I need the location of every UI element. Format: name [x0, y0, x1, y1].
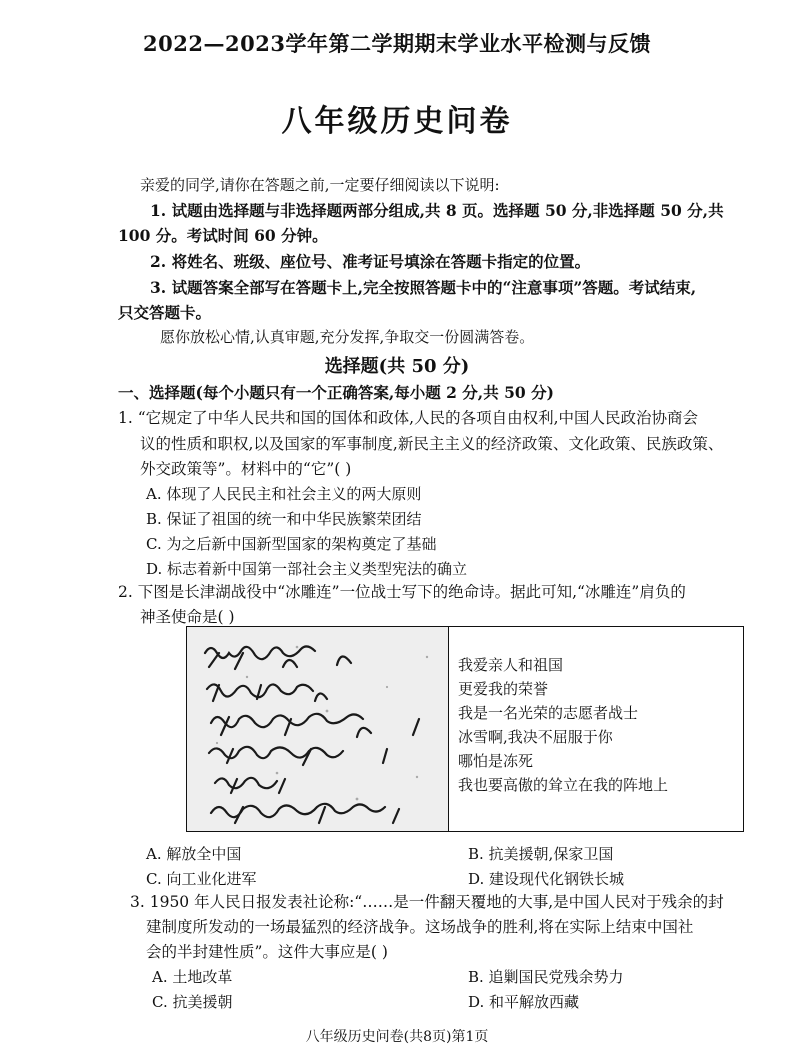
section-heading: 一、选择题(每个小题只有一个正确答案,每小题 2 分,共 50 分)	[118, 383, 554, 402]
handwritten-poem-image	[187, 627, 449, 831]
poem-line: 更爱我的荣誉	[458, 680, 549, 698]
instruction-1-line-2: 100 分。考试时间 60 分钟。	[118, 226, 328, 245]
question-3-line-1: 3. 1950 年人民日报发表社论称:“……是一件翻天覆地的大事,是中国人民对于残余的封	[130, 893, 724, 911]
question-3-line-2: 建制度所发动的一场最猛烈的经济战争。这场战争的胜利,将在实际上结束中国社	[146, 918, 694, 936]
question-3-option-c: C. 抗美援朝	[152, 993, 233, 1011]
poem-line: 哪怕是冻死	[458, 752, 534, 770]
poem-line: 冰雪啊,我决不屈服于你	[458, 728, 613, 746]
instruction-1-line-1: 1. 试题由选择题与非选择题两部分组成,共 8 页。选择题 50 分,非选择题 50 分,共	[150, 201, 724, 220]
instructions-greeting: 亲爱的同学,请你在答题之前,一定要仔细阅读以下说明:	[140, 176, 500, 194]
poem-figure	[186, 626, 744, 832]
question-3-line-3: 会的半封建性质”。这件大事应是( )	[146, 943, 388, 961]
question-1-line-3: 外交政策等”。材料中的“它”( )	[140, 460, 352, 478]
instruction-2: 2. 将姓名、班级、座位号、准考证号填涂在答题卡指定的位置。	[150, 252, 591, 271]
question-2-option-b: B. 抗美援朝,保家卫国	[468, 845, 614, 863]
question-2-option-c: C. 向工业化进军	[146, 870, 257, 888]
question-1-line-1: 1. “它规定了中华人民共和国的国体和政体,人民的各项自由权利,中国人民政治协商会	[118, 409, 698, 427]
question-1-option-b: B. 保证了祖国的统一和中华民族繁荣团结	[146, 510, 422, 528]
question-1-option-c: C. 为之后新中国新型国家的架构奠定了基础	[146, 535, 437, 553]
instructions-wish: 愿你放松心情,认真审题,充分发挥,争取交一份圆满答卷。	[160, 328, 535, 346]
page-footer: 八年级历史问卷(共8页)第1页	[305, 1029, 489, 1045]
question-2-line-1: 2. 下图是长津湖战役中“冰雕连”一位战士写下的绝命诗。据此可知,“冰雕连”肩负的	[118, 583, 686, 601]
instruction-3-line-1: 3. 试题答案全部写在答题卡上,完全按照答题卡中的“注意事项”答题。考试结束,	[150, 278, 697, 297]
question-3-option-b: B. 追剿国民党残余势力	[468, 968, 624, 986]
question-3-option-a: A. 土地改革	[152, 968, 233, 986]
poem-line: 我爱亲人和祖国	[458, 656, 564, 674]
exam-title: 2022—2023学年第二学期期末学业水平检测与反馈	[143, 31, 651, 56]
question-1-option-a: A. 体现了人民民主和社会主义的两大原则	[146, 485, 422, 503]
instruction-3-line-2: 只交答题卡。	[118, 303, 212, 322]
exam-subtitle: 八年级历史问卷	[281, 104, 513, 139]
poem-line: 我也要高傲的耸立在我的阵地上	[458, 776, 669, 794]
poem-transcription	[458, 653, 668, 797]
question-3-option-d: D. 和平解放西藏	[468, 993, 580, 1011]
poem-line: 我是一名光荣的志愿者战士	[458, 704, 639, 722]
question-1-option-d: D. 标志着新中国第一部社会主义类型宪法的确立	[146, 560, 468, 578]
question-2-option-d: D. 建设现代化钢铁长城	[468, 870, 625, 888]
question-2-option-a: A. 解放全中国	[146, 845, 242, 863]
question-1-line-2: 议的性质和职权,以及国家的军事制度,新民主主义的经济政策、文化政策、民族政策、	[140, 435, 724, 453]
section-title: 选择题(共 50 分)	[324, 356, 470, 377]
question-2-line-2: 神圣使命是( )	[140, 608, 235, 626]
